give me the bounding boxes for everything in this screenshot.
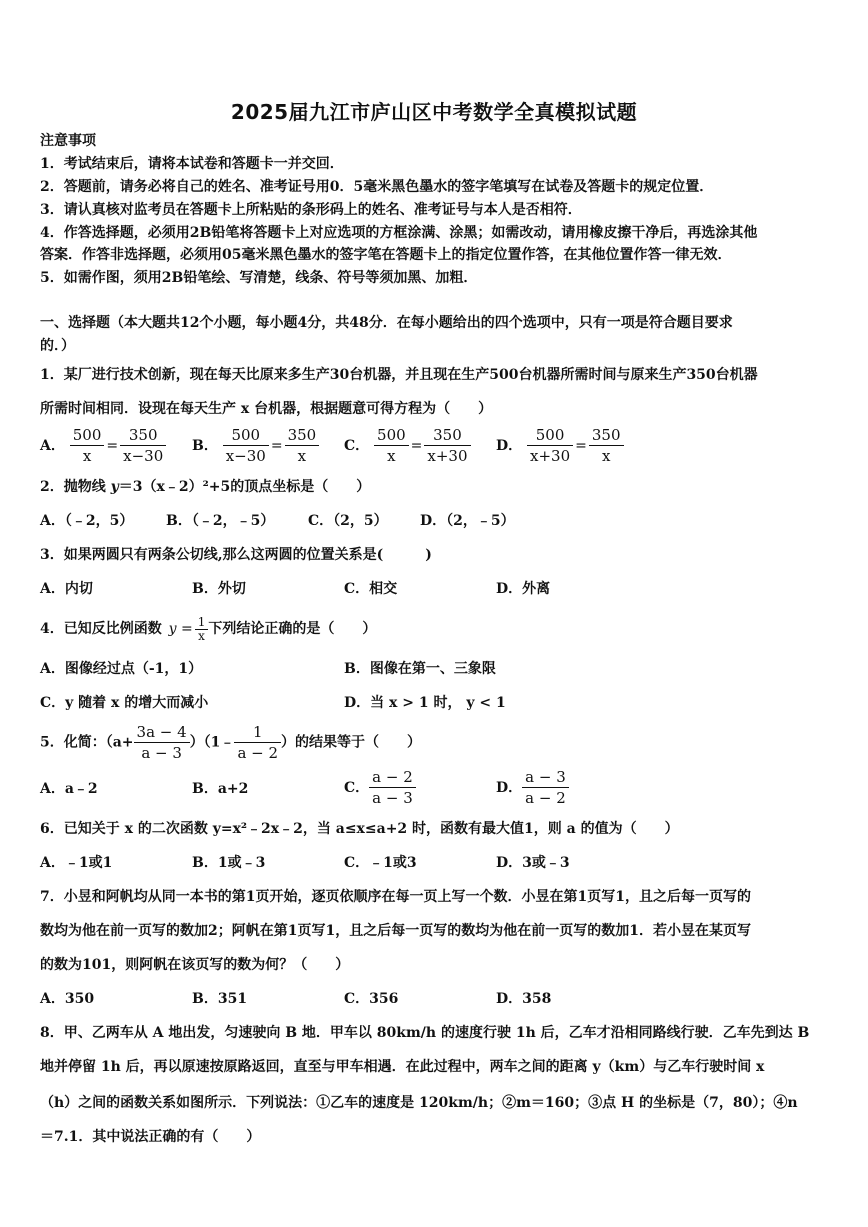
section-heading: 一、选择题（本大题共12个小题，每小题4分，共48分．在每小题给出的四个选项中，只有一项是符合题目要求 [40, 315, 733, 331]
notice-item: 5．如需作图，须用2B铅笔绘、写清楚，线条、符号等须加黑、加粗． [40, 270, 478, 286]
question-6-option-a: A．﹣1或1 [40, 855, 113, 871]
notice-heading: 注意事项 [40, 133, 96, 149]
question-3-option-d: D．外离 [496, 581, 551, 597]
question-2-option-a: A．（﹣2，5） [40, 513, 134, 529]
question-4-option-a: A．图像经过点（-1，1） [40, 661, 203, 677]
notice-item: 2．答题前，请务必将自己的姓名、准考证号用0．5毫米黑色墨水的签字笔填写在试卷及答题卡的规定位置． [40, 179, 714, 195]
question-5-option-d: D． $\frac{a - 3}{a - 2}$ [496, 767, 569, 808]
question-7-option-b: B．351 [192, 991, 248, 1007]
question-3-stem: 3．如果两圆只有两条公切线,那么这两圆的位置关系是( ) [40, 547, 432, 563]
notice-item: 答案．作答非选择题，必须用05毫米黑色墨水的签字笔在答题卡上的指定位置作答，在其他位置作答一律无效． [40, 247, 732, 263]
question-1-option-d: D． $\frac{500}{x+30}$ = $\frac{350}{x}$ [496, 425, 624, 466]
section-heading-cont: 的．） [40, 338, 75, 354]
question-7-stem-cont: 的数为101，则阿帆在该页写的数为何？（ ） [40, 957, 350, 973]
question-5-option-a: A．a﹣2 [40, 781, 98, 797]
question-7-option-c: C．356 [344, 991, 399, 1007]
notice-item: 1．考试结束后，请将本试卷和答题卡一并交回． [40, 156, 344, 172]
question-2-option-d: D．（2，﹣5） [420, 513, 515, 529]
question-2-stem: 2．抛物线 y＝3（x﹣2）²+5的顶点坐标是（ ） [40, 479, 371, 495]
question-7-option-a: A．350 [40, 991, 95, 1007]
question-6-stem: 6．已知关于 x 的二次函数 y=x²﹣2x﹣2，当 a≤x≤a+2 时，函数有最大值1，则 a 的值为（ ） [40, 821, 679, 837]
question-2-option-c: C．（2，5） [308, 513, 388, 529]
question-8-stem-cont: 地并停留 1h 后，再以原速按原路返回，直至与甲车相遇．在此过程中，两车之间的距离 y（km）与乙车行驶时间 x [40, 1059, 765, 1075]
question-6-option-b: B．1或﹣3 [192, 855, 266, 871]
question-7-stem: 7．小昱和阿帆均从同一本书的第1页开始，逐页依顺序在每一页上写一个数．小昱在第1页写1，且之后每一页写的 [40, 889, 751, 905]
question-4-option-b: B．图像在第一、三象限 [344, 661, 496, 677]
question-3-option-b: B．外切 [192, 581, 246, 597]
question-6-option-d: D．3或﹣3 [496, 855, 570, 871]
question-7-option-d: D．358 [496, 991, 552, 1007]
question-8-stem-cont: ＝7.1．其中说法正确的有（ ） [40, 1129, 261, 1145]
question-3-option-a: A．内切 [40, 581, 93, 597]
notice-item: 3．请认真核对监考员在答题卡上所粘贴的条形码上的姓名、准考证号与本人是否相符． [40, 202, 582, 218]
question-1-option-c: C． $\frac{500}{x}$ = $\frac{350}{x+30}$ [344, 425, 471, 466]
question-3-option-c: C．相交 [344, 581, 398, 597]
question-1-stem: 1．某厂进行技术创新，现在每天比原来多生产30台机器，并且现在生产500台机器所需时间与原来生产350台机器 [40, 367, 758, 383]
question-7-stem-cont: 数均为他在前一页写的数加2；阿帆在第1页写1，且之后每一页写的数均为他在前一页写的数加1．若小昱在某页写 [40, 923, 751, 939]
question-1-option-b: B． $\frac{500}{x-30}$ = $\frac{350}{x}$ [192, 425, 319, 466]
page-title: 2025届九江市庐山区中考数学全真模拟试题 [230, 100, 638, 124]
question-5-stem: 5．化简：（a+ $\frac{3a - 4}{a - 3}$ ）（1﹣ $\frac{1}{a - 2}$ ）的结果等于（ ） [40, 723, 422, 762]
question-4-stem: 4．已知反比例函数 y = $\frac{1}{x}$ 下列结论正确的是（ ） [40, 614, 377, 643]
question-1-option-a: A． $\frac{500}{x}$ = $\frac{350}{x-30}$ [40, 425, 166, 466]
question-4-option-c: C．y 随着 x 的增大而减小 [40, 695, 209, 711]
question-5-option-c: C． $\frac{a - 2}{a - 3}$ [344, 767, 416, 808]
question-5-option-b: B．a+2 [192, 781, 249, 797]
question-2-option-b: B．（﹣2，﹣5） [166, 513, 275, 529]
question-1-stem-cont: 所需时间相同．设现在每天生产 x 台机器，根据题意可得方程为（ ） [40, 401, 493, 417]
notice-item: 4．作答选择题，必须用2B铅笔将答题卡上对应选项的方框涂满、涂黑；如需改动，请用橡皮擦干净后，再选涂其他 [40, 225, 758, 241]
question-4-option-d: D．当 x > 1 时， y < 1 [344, 695, 506, 711]
question-6-option-c: C．﹣1或3 [344, 855, 417, 871]
question-8-stem: 8．甲、乙两车从 A 地出发，匀速驶向 B 地．甲车以 80km/h 的速度行驶 1h 后，乙车才沿相同路线行驶．乙车先到达 B [40, 1025, 810, 1041]
question-8-stem-cont: （h）之间的函数关系如图所示．下列说法：①乙车的速度是 120km/h；②m＝160；③点 H 的坐标是（7，80）；④n [40, 1095, 798, 1111]
